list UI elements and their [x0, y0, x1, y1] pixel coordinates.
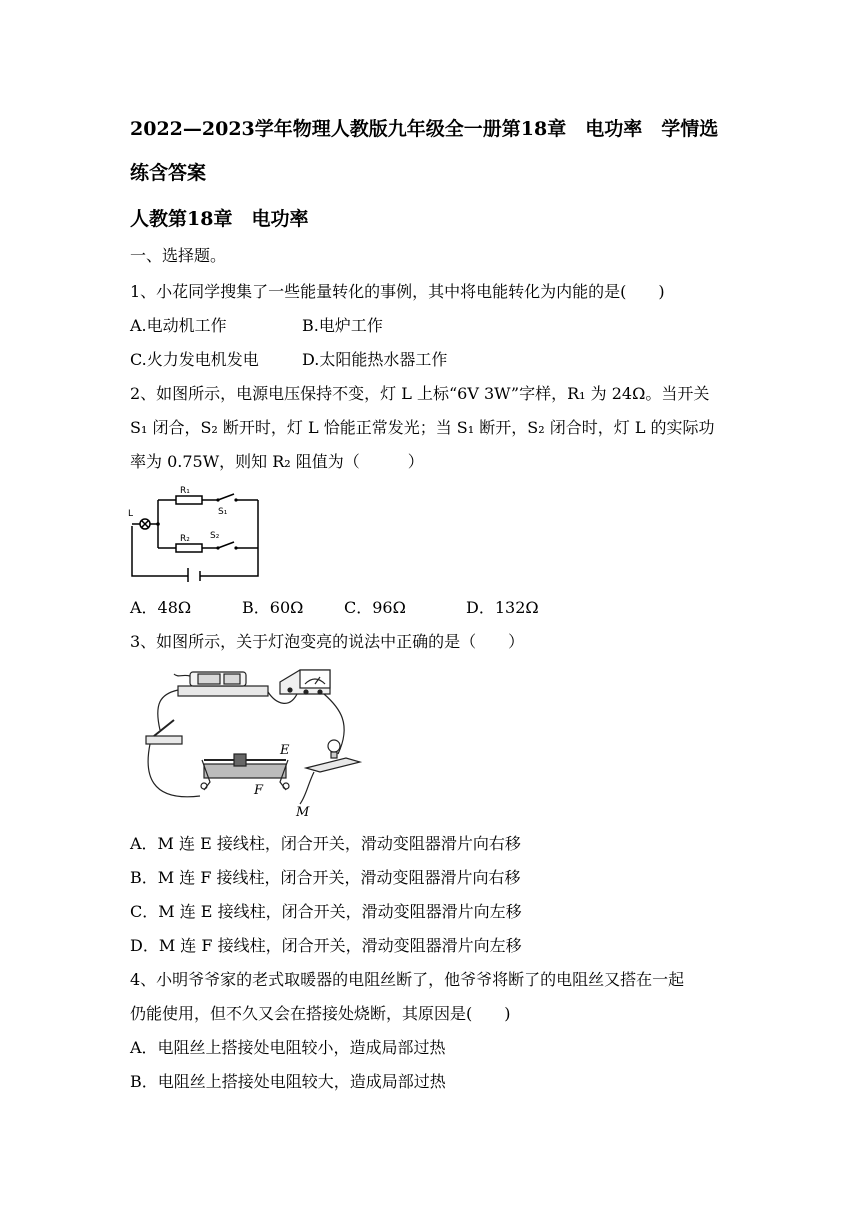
section-heading: 一、选择题。 — [130, 246, 227, 265]
question-2-option-b: B．60Ω — [242, 598, 304, 617]
circuit-label-l: L — [128, 509, 134, 519]
question-3-option-d: D．M 连 F 接线柱，闭合开关，滑动变阻器滑片向左移 — [130, 936, 522, 955]
question-4-text-line-2: 仍能使用，但不久又会在搭接处烧断，其原因是( ) — [130, 1004, 511, 1023]
document-title-line-1: 2022—2023学年物理人教版九年级全一册第18章 电功率 学情选 — [130, 118, 719, 140]
question-1-option-b: B.电炉工作 — [302, 316, 383, 335]
question-3-option-b: B．M 连 F 接线柱，闭合开关，滑动变阻器滑片向右移 — [130, 868, 521, 887]
question-3-option-a: A．M 连 E 接线柱，闭合开关，滑动变阻器滑片向右移 — [130, 834, 521, 853]
apparatus-label-f: F — [254, 783, 264, 798]
question-1-option-c: C.火力发电机发电 — [130, 350, 259, 369]
question-3-option-c: C．M 连 E 接线柱，闭合开关，滑动变阻器滑片向左移 — [130, 902, 522, 921]
question-2-option-d: D．132Ω — [466, 598, 539, 617]
circuit-label-s2: S₂ — [210, 531, 220, 541]
question-2-text-line-3: 率为 0.75W，则知 R₂ 阻值为（ ） — [130, 452, 424, 471]
circuit-label-r1: R₁ — [180, 486, 190, 496]
circuit-label-r2: R₂ — [180, 534, 190, 544]
question-4-text-line-1: 4、小明爷爷家的老式取暖器的电阻丝断了，他爷爷将断了的电阻丝又搭在一起 — [130, 970, 685, 989]
circuit-label-s1: S₁ — [218, 507, 228, 517]
question-2-option-c: C．96Ω — [344, 598, 406, 617]
question-4-option-a: A．电阻丝上搭接处电阻较小，造成局部过热 — [130, 1038, 446, 1057]
question-1-option-a: A.电动机工作 — [130, 316, 227, 335]
question-2-text-line-1: 2、如图所示，电源电压保持不变，灯 L 上标“6V 3W”字样，R₁ 为 24Ω。当开关 — [130, 384, 710, 403]
question-3-text: 3、如图所示，关于灯泡变亮的说法中正确的是（ ） — [130, 632, 525, 651]
question-4-option-b: B．电阻丝上搭接处电阻较大，造成局部过热 — [130, 1072, 446, 1091]
question-1-option-d: D.太阳能热水器工作 — [302, 350, 448, 369]
apparatus-label-e: E — [280, 743, 290, 758]
question-2-circuit-diagram — [126, 486, 266, 582]
chapter-heading: 人教第18章 电功率 — [130, 208, 309, 230]
apparatus-label-m: M — [296, 805, 310, 820]
question-2-text-line-2: S₁ 闭合，S₂ 断开时，灯 L 恰能正常发光；当 S₁ 断开，S₂ 闭合时，灯 L 的实际功 — [130, 418, 715, 437]
document-title-line-2: 练含答案 — [130, 162, 207, 184]
question-1-text: 1、小花同学搜集了一些能量转化的事例，其中将电能转化为内能的是( ) — [130, 282, 665, 301]
question-2-option-a: A．48Ω — [130, 598, 192, 617]
question-3-apparatus-diagram — [130, 664, 362, 820]
